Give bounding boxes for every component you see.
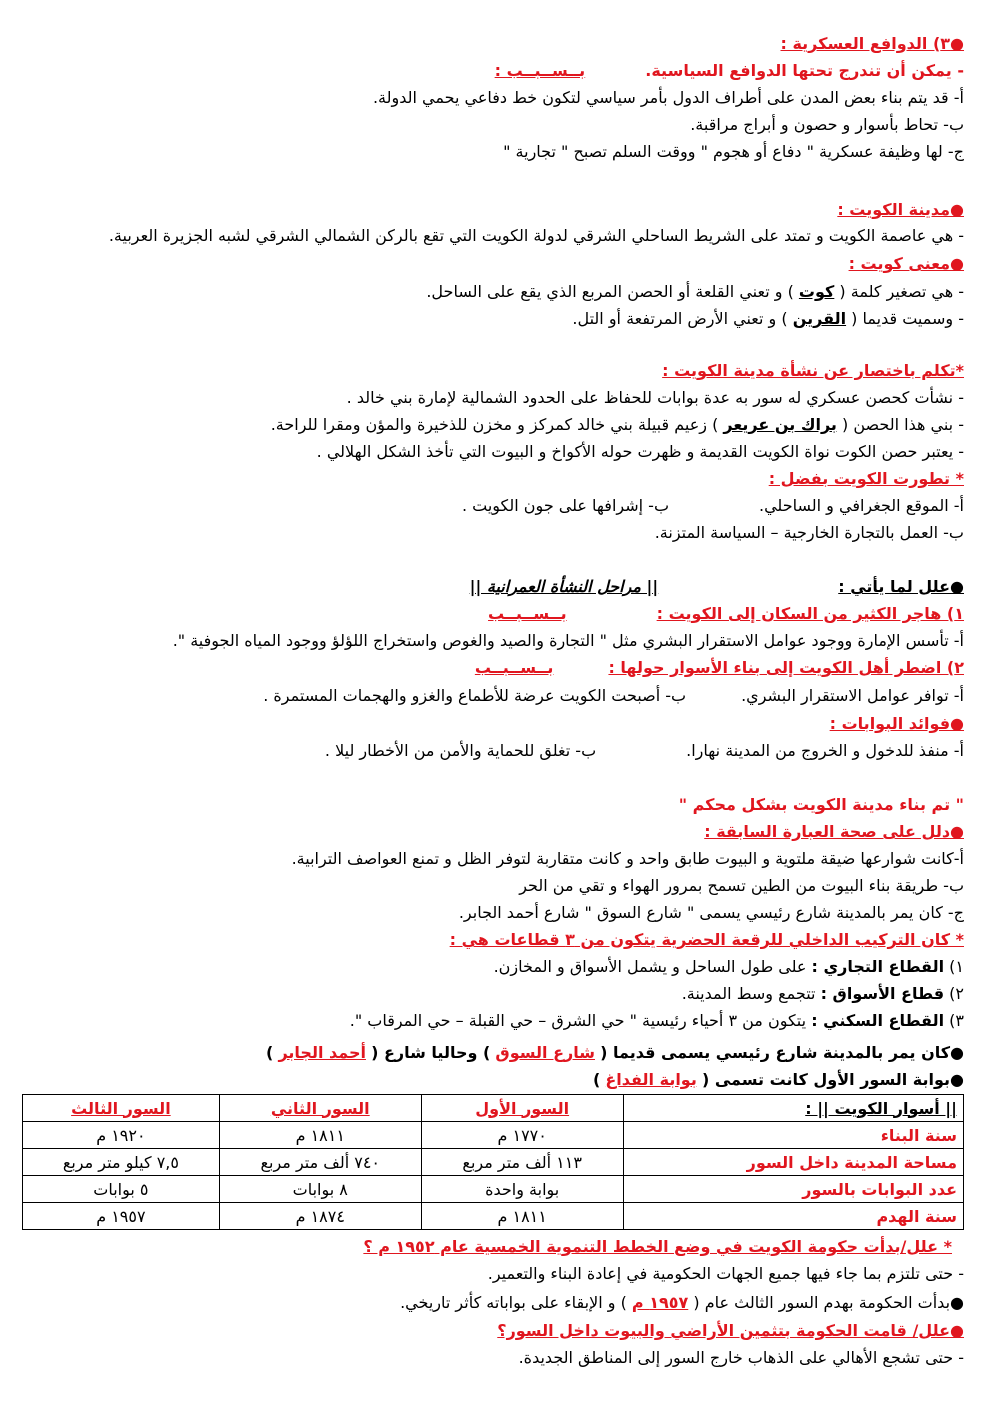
prove-c: ج- كان يمر بالمدينة شارع رئيسي يسمى " شارع السوق " شارع أحمد الجابر. <box>458 903 964 922</box>
row-label: مساحة المدينة داخل السور <box>623 1149 963 1176</box>
table-cell: ١٧٧٠ م <box>421 1122 623 1149</box>
kuwait-meaning-1: - هي تصغير كلمة ( كوت ) و تعني القلعة أو الحصن المربع الذي يقع على الساحل. <box>426 282 964 301</box>
kuwait-meaning-title: ●معنى كويت : <box>848 254 964 273</box>
table-header-row <box>23 1095 964 1122</box>
stage-answer-1: أ- تأسس الإمارة ووجود عوامل الاستقرار البشري مثل " التجارة والصيد والغوص واستخراج اللؤلؤ ووجود المياه الجوفية ". <box>172 631 964 650</box>
table-row <box>23 1203 964 1230</box>
s1-point-b: ب- تحاط بأسوار و حصون و أبراج مراقبة. <box>690 115 964 134</box>
political-motives-line: - يمكن أن تندرج تحتها الدوافع السياسية. بــســبــب : <box>494 61 964 80</box>
sectors-title: * كان التركيب الداخلي للرقعة الحضرية يتكون من ٣ قطاعات هي : <box>449 930 964 949</box>
table-cell: ٥ بوابات <box>23 1176 220 1203</box>
kuwait-city-desc: - هي عاصمة الكويت و تمتد على الشريط الساحلي الشرقي لدولة الكويت التي تقع بالركن الشمالي الشرقي لشبه الجزيرة العربية. <box>108 226 964 245</box>
stage-answer-2: أ- توافر عوامل الاستقرار البشري.ب- أصبحت الكويت عرضة للأطماع والغزو والهجمات المستمرة . <box>263 686 964 705</box>
table-row <box>23 1122 964 1149</box>
table-cell: ٧,٥ كيلو متر مربع <box>23 1149 220 1176</box>
development-a-b: أ- الموقع الجغرافي و الساحلي.ب- إشرافها على جون الكويت . <box>461 496 964 515</box>
table-cell: بوابة واحدة <box>421 1176 623 1203</box>
sector-3: ٣) القطاع السكني : يتكون من ٣ أحياء رئيسية " حي الشرق – حي القبلة – حي المرقاب ". <box>349 1011 964 1030</box>
s1-point-c: ج- لها وظيفة عسكرية " دفاع أو هجوم " ووقت السلم تصبح " تجارية " <box>503 142 964 161</box>
row-label: عدد البوابات بالسور <box>623 1176 963 1203</box>
table-cell: ١٨١١ م <box>219 1122 421 1149</box>
sector-1: ١) القطاع التجاري : على طول الساحل و يشمل الأسواق و المخازن. <box>493 957 964 976</box>
table-cell: ١١٣ ألف متر مربع <box>421 1149 623 1176</box>
development-title: * تطورت الكويت بفضل : <box>768 469 964 488</box>
first-wall-gate-line: ●بوابة السور الأول كانت تسمى ( بوابة الفداغ ) <box>592 1070 964 1089</box>
origin-line-1: - نشأت كحصن عسكري له سور به عدة بوابات للحفاظ على الحدود الشمالية لإمارة بني خالد . <box>346 388 964 407</box>
plans-answer: - حتى تلتزم بما جاء فيها جميع الجهات الحكومية في إعادة البناء والتعمير. <box>487 1264 964 1283</box>
explain-title: ●علل لما يأتي :|| مراحل النشأة العمرانية || <box>469 577 964 596</box>
table-row <box>23 1149 964 1176</box>
table-cell: ٧٤٠ ألف متر مربع <box>219 1149 421 1176</box>
gates-benefits: أ- منفذ للدخول و الخروج من المدينة نهارا.ب- تغلق للحماية والأمن من الأخطار ليلا . <box>324 741 964 760</box>
table-row <box>23 1176 964 1203</box>
prove-a: أ-كانت شوارعها ضيقة ملتوية و البيوت طابق واحد و كانت متقاربة لتوفر الظل و تمنع العواصف الترابية. <box>291 849 964 868</box>
table-cell: ١٩٥٧ م <box>23 1203 220 1230</box>
stage-question-1: ١) هاجر الكثير من السكان إلى الكويت :بــســبــب <box>488 604 964 623</box>
table-cell: ٨ بوابات <box>219 1176 421 1203</box>
prove-title: ●دلل على صحة العبارة السابقة : <box>704 822 964 841</box>
prove-b: ب- طريقة بناء البيوت من الطين تسمح بمرور الهواء و تقي من الحر <box>519 876 964 895</box>
sector-2: ٢) قطاع الأسواق : تتجمع وسط المدينة. <box>681 984 964 1003</box>
table-corner-header: || أسوار الكويت || : <box>623 1095 963 1122</box>
table-header-wall-1: السور الأول <box>421 1095 623 1122</box>
plans-question: * علل/بدأت حكومة الكويت في وضع الخطط التنموية الخمسية عام ١٩٥٢ م ؟ <box>363 1237 952 1256</box>
demolish-line: ●بدأت الحكومة بهدم السور الثالث عام ( ١٩٥٧ م ) و الإبقاء على بواباته كأثر تاريخي. <box>400 1293 964 1312</box>
compensation-question: ●علل/ قامت الحكومة بتثمين الأراضي والبيوت داخل السور؟ <box>497 1321 964 1340</box>
main-street-line: ●كان يمر بالمدينة شارع رئيسي يسمى قديما ( شارع السوق ) وحاليا شارع ( أحمد الجابر ) <box>266 1043 964 1062</box>
table-header-wall-3: السور الثالث <box>23 1095 220 1122</box>
table-cell: ١٨٧٤ م <box>219 1203 421 1230</box>
table-cell: ١٩٢٠ م <box>23 1122 220 1149</box>
row-label: سنة البناء <box>623 1122 963 1149</box>
origin-title: *تكلم باختصار عن نشأة مدينة الكويت : <box>662 361 964 380</box>
gates-benefits-title: ●فوائد البوابات : <box>829 714 964 733</box>
kuwait-walls-table <box>22 1094 964 1230</box>
s1-point-a: أ- قد يتم بناء بعض المدن على أطراف الدول بأمر سياسي لتكون خط دفاعي يحمي الدولة. <box>372 88 964 107</box>
origin-line-3: - يعتبر حصن الكوت نواة الكويت القديمة و ظهرت حوله الأكواخ و البيوت التي تأخذ الشكل الهلالي . <box>316 442 964 461</box>
kuwait-meaning-2: - وسميت قديما ( القرين ) و تعني الأرض المرتفعة أو التل. <box>572 309 964 328</box>
built-quote: " تم بناء مدينة الكويت بشكل محكم " <box>678 795 964 814</box>
compensation-answer: - حتى تشجع الأهالي على الذهاب خارج السور إلى المناطق الجديدة. <box>518 1348 964 1367</box>
row-label: سنة الهدم <box>623 1203 963 1230</box>
table-header-wall-2: السور الثاني <box>219 1095 421 1122</box>
stage-question-2: ٢) اضطر أهل الكويت إلى بناء الأسوار حولها :بــســبــب <box>474 658 964 677</box>
table-cell: ١٨١١ م <box>421 1203 623 1230</box>
kuwait-city-title: ●مدينة الكويت : <box>837 200 964 219</box>
origin-line-2: - بني هذا الحصن ( براك بن عريعر ) زعيم قبيلة بني خالد كمركز و مخزن للذخيرة والمؤن ومقرا للراحة. <box>270 415 964 434</box>
military-motives-title: ●٣) الدوافع العسكرية : <box>780 34 964 53</box>
development-c: ب- العمل بالتجارة الخارجية – السياسة المتزنة. <box>654 523 964 542</box>
